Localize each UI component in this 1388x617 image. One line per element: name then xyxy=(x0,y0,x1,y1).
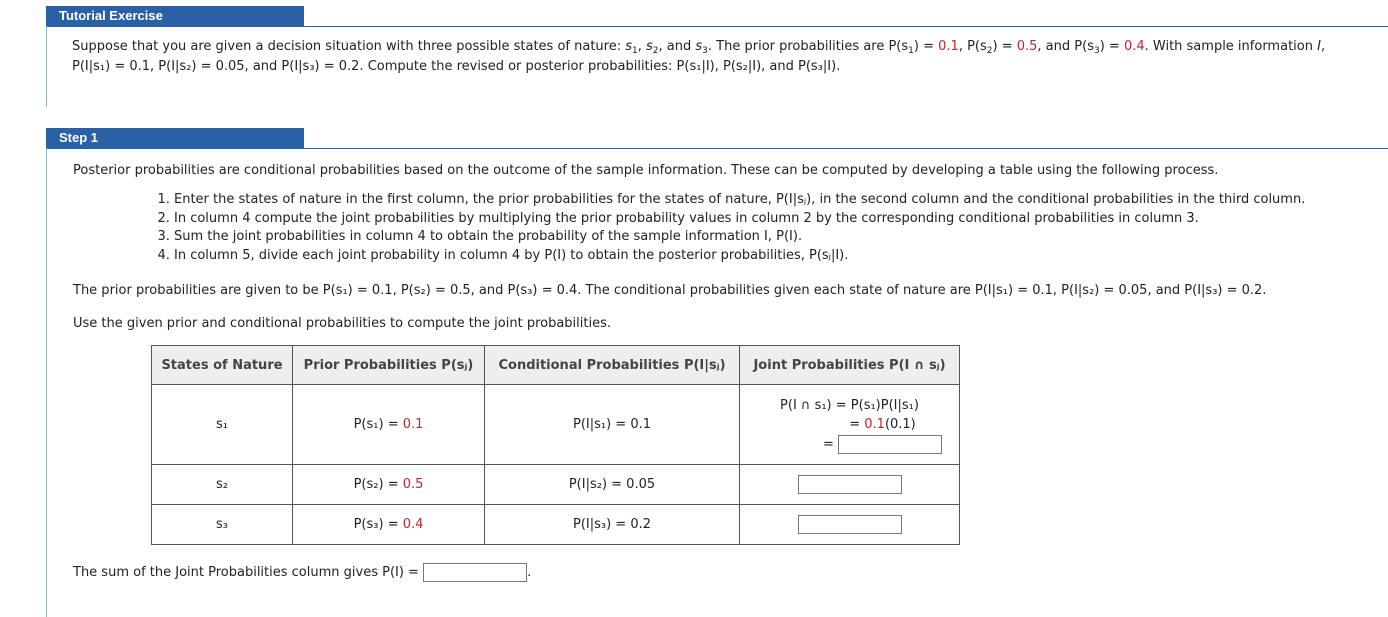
problem-line-1 xyxy=(72,37,1325,56)
sum-answer-input[interactable] xyxy=(423,563,527,582)
sum-period: . xyxy=(527,565,532,580)
equals: ) = xyxy=(913,39,939,54)
joint-result-line xyxy=(740,435,959,454)
step1-left-border xyxy=(46,148,47,617)
state-symbol: s xyxy=(695,39,703,54)
prior-label: , P(s xyxy=(958,39,987,54)
process-steps-list xyxy=(156,191,1305,265)
problem-text-part: . With sample information xyxy=(1144,39,1318,54)
joint-s1-answer-input[interactable] xyxy=(838,435,942,454)
equals: ) = xyxy=(1099,39,1124,54)
prior-cell xyxy=(293,385,485,465)
tutorial-left-border xyxy=(46,26,47,107)
conditional-cell: P(I|s₃) = 0.2 xyxy=(485,505,740,545)
state-symbol: s xyxy=(625,39,633,54)
prior-value: 0.5 xyxy=(402,477,424,492)
given-probabilities: The prior probabilities are given to be P(s₁) = 0.1, P(s₂) = 0.5, and P(s₃) = 0.4. The conditional probabilities given each state of nature are P(I|s₁) = 0.1, P(I|s₂) = 0.05, and P(I|s₃) = 0.2. xyxy=(73,283,1267,298)
table-header-row xyxy=(152,346,960,385)
col-header-prior: Prior Probabilities P(sⱼ) xyxy=(293,346,485,385)
prior-label: P(s₃) = xyxy=(353,517,403,532)
prior-label: P(s₁) = xyxy=(353,417,403,432)
col-header-conditional: Conditional Probabilities P(I|sⱼ) xyxy=(485,346,740,385)
process-step: 3. Sum the joint probabilities in column 4 to obtain the probability of the sample information I, P(I). xyxy=(174,228,1305,247)
joint-cell xyxy=(740,505,960,545)
process-step: 2. In column 4 compute the joint probabilities by multiplying the prior probability values in column 2 by the corresponding conditional probabilities in column 3. xyxy=(174,210,1305,229)
prior-value: 0.1 xyxy=(938,39,959,54)
problem-text-part: , and xyxy=(658,39,696,54)
joint-formula: P(I ∩ s₁) = P(s₁)P(I|s₁) xyxy=(780,397,919,413)
step1-header-title: Step 1 xyxy=(46,128,304,148)
tutorial-section-header xyxy=(46,6,1388,27)
problem-line-2: P(I|s₁) = 0.1, P(I|s₂) = 0.05, and P(I|s₃) = 0.2. Compute the revised or posterior probabilities: P(s₁|I), P(s₂|I), and P(s₃|I). xyxy=(72,59,841,74)
prior-value: 0.4 xyxy=(402,517,424,532)
sum-label: The sum of the Joint Probabilities column gives P(I) = xyxy=(73,565,424,580)
subscript: 1 xyxy=(908,46,914,56)
problem-text-part: . The prior probabilities are xyxy=(707,39,889,54)
state-symbol: s xyxy=(646,39,653,54)
step1-intro: Posterior probabilities are conditional probabilities based on the outcome of the sample information. These can be computed by developing a table using the following process. xyxy=(73,163,1219,178)
subscript: 1 xyxy=(632,46,638,56)
equals: ) = xyxy=(992,39,1017,54)
prior-value: 0.1 xyxy=(402,417,424,432)
table-row xyxy=(152,465,960,505)
problem-text-part: , xyxy=(1320,39,1326,54)
prior-cell xyxy=(293,505,485,545)
conditional-cell: P(I|s₁) = 0.1 xyxy=(485,385,740,465)
process-step: 4. In column 5, divide each joint probability in column 4 by P(I) to obtain the posterior probabilities, P(sⱼ|I). xyxy=(174,247,1305,266)
table-row xyxy=(152,505,960,545)
prior-value: 0.1 xyxy=(864,416,885,432)
subscript: 2 xyxy=(652,46,659,56)
conditional-cell: P(I|s₂) = 0.05 xyxy=(485,465,740,505)
problem-text-part: Suppose that you are given a decision situation with three possible states of nature: xyxy=(72,39,626,54)
prior-value: 0.4 xyxy=(1123,39,1145,54)
prior-cell xyxy=(293,465,485,505)
sum-line xyxy=(73,563,531,582)
subscript: 2 xyxy=(986,46,993,56)
col-header-states: States of Nature xyxy=(152,346,293,385)
joint-s2-answer-input[interactable] xyxy=(798,475,902,494)
state-cell: s₃ xyxy=(152,505,293,545)
joint-probability-table xyxy=(151,345,960,545)
prior-value: 0.5 xyxy=(1016,39,1038,54)
tutorial-header-title: Tutorial Exercise xyxy=(46,6,304,26)
subscript: 3 xyxy=(702,46,708,56)
equals: = xyxy=(849,416,865,432)
step1-section-header xyxy=(46,128,1388,149)
sample-info-symbol: I xyxy=(1317,39,1321,54)
prior-label: P(s₂) = xyxy=(353,477,403,492)
joint-cell xyxy=(740,465,960,505)
subscript: 3 xyxy=(1093,46,1100,56)
process-step: 1. Enter the states of nature in the first column, the prior probabilities for the states of nature, P(I|sⱼ), in the second column and the conditional probabilities in the third column. xyxy=(174,191,1305,210)
state-cell: s₁ xyxy=(152,385,293,465)
use-instruction: Use the given prior and conditional probabilities to compute the joint probabilities. xyxy=(73,316,612,331)
col-header-joint: Joint Probabilities P(I ∩ sⱼ) xyxy=(740,346,960,385)
prior-label: , and P(s xyxy=(1037,39,1094,54)
table-row xyxy=(152,385,960,465)
joint-substitution xyxy=(740,415,959,434)
joint-cell xyxy=(740,385,960,465)
problem-text-part: , xyxy=(637,39,647,54)
conditional-value: (0.1) xyxy=(884,416,916,432)
state-cell: s₂ xyxy=(152,465,293,505)
equals: = xyxy=(822,436,839,452)
joint-s3-answer-input[interactable] xyxy=(798,515,902,534)
prior-label: P(s xyxy=(888,39,909,54)
